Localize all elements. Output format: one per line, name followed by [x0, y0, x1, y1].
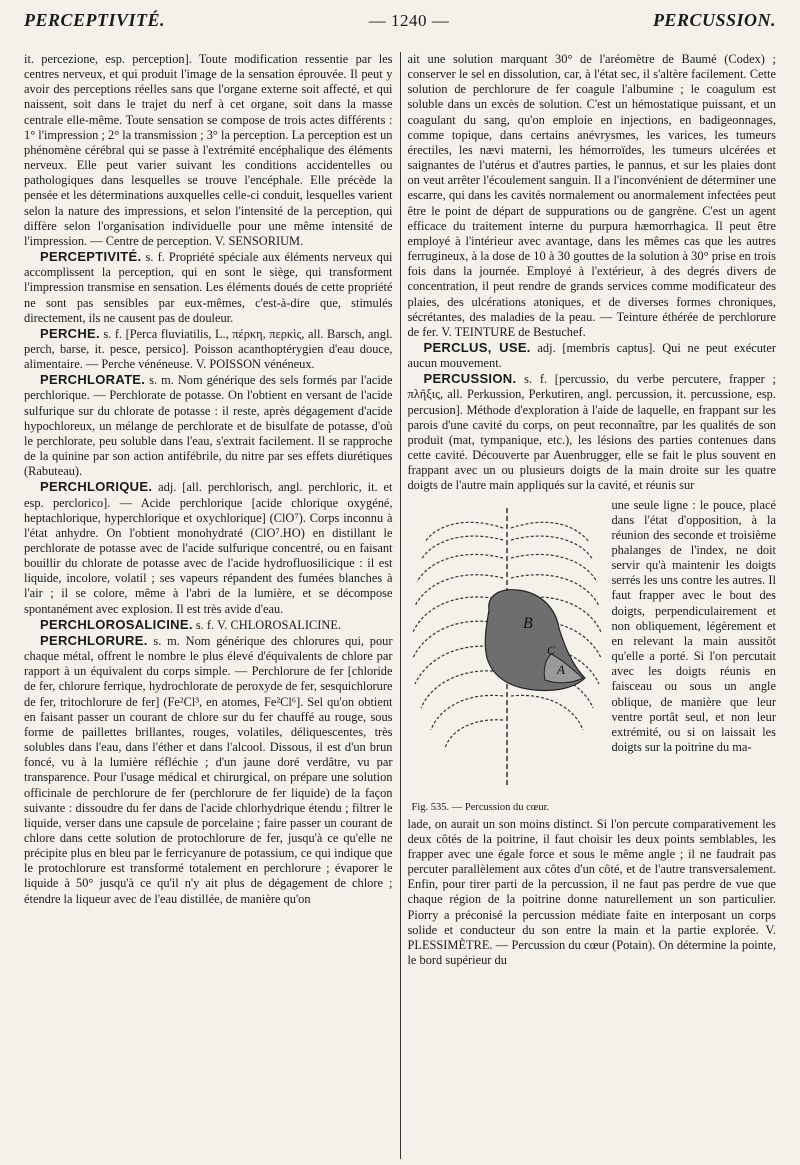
- headword: PERCHLOROSALICINE.: [40, 616, 193, 632]
- entry-perception-continued: it. percezione, esp. perception]. Toute modification ressentie par les centres nerveux, et qui produit l'image de la sensation éprouvée. Il peut y avoir des perceptions réelles sans que l'organe externe soit affecté, et qui naissent, soit dans le trajet du nerf à cet organe, soit dans la masse centrale elle-même. Toute sensation se compose de trois actes différents : 1° l'impression ; 2° la transmission ; 3° la perception. La perception est un phénomène cérébral qui se passe à l'extrémité encéphalique des éléments nerveux. Elle peut varier suivant les conditions accidentelles ou pathologiques dans lesquelles se trouve l'encéphale. Elle précède la pensée et les déterminations auxquelles celle-ci conduit, lesquelles varient selon la nature des impressions, et selon l'intensité de la perception, qui diffère selon l'organisation individuelle pour une même intensité de l'impression. — Centre de perception. V. SENSORIUM.: [24, 52, 393, 248]
- entry-perchlorure-continued: ait une solution marquant 30° de l'aréomètre de Baumé (Codex) ; conserver le sel en dissolution, car, à l'état sec, il s'altère facilement. Cette solution de perchlorure de fer coagule l'albumine ; le coagulum est soluble dans un excès de solution. C'est un hémostatique puissant, et un coagulant du sang, qu'on emploie en injections, en badigeonnages, comme topique, dans certains anévrysmes, les varices, les tumeurs érectiles, les nævi materni, les hémorroïdes, les tumeurs ulcérées et saignantes de l'utérus et d'autres parties, le pannus, et sur les plaies dont on veut arrêter l'écoulement sanguin. Il a l'inconvénient de déterminer une escarre, qui dans les cavités normalement ou anormalement infectées peut être le point de départ de suppurations ou de gangrène. C'est un agent efficace du traitement interne du purpura hæmorrhagica. Il peut être employé à l'intérieur avec avantage, dans les mêmes cas que les autres ferrugineux, à la dose de 10 à 30 gouttes de la solution à 30° prise en trois fois dans la journée. Employé à l'extérieur, à des degrés divers de concentration, il peut rendre de grands services comme modificateur des plaies, des ulcérations atoniques, et de diverses formes chroniques, sécrétantes, des maladies de la peau. — Teinture éthérée de perchlorure de fer. V. TEINTURE de Bestuchef.: [407, 52, 776, 339]
- running-header: [24, 10, 776, 40]
- figure-label-a: A: [557, 661, 566, 677]
- headword: PERCHLORATE.: [40, 372, 146, 388]
- definition: s. f. Propriété spéciale aux éléments nerveux qui accomplissent la perception, qui en sont le siège, qui transforment l'impression transmise en sensation. Les éléments doués de cette propriété ne sont pas sensibles par eux-mêmes, c'est-à-dire que, stimulés directement, ils ne causent pas de douleur.: [24, 250, 393, 325]
- headword: PERCHLORIQUE.: [40, 479, 153, 495]
- headword: PERCLUS, USE.: [423, 339, 531, 355]
- header-right-word: PERCUSSION.: [652, 10, 776, 30]
- definition: s. m. Nom générique des sels formés par l'acide perchlorique. — Perchlorate de potasse. On l'obtient en versant de l'acide sulfurique sur du chlorate de potasse : il reste, après dégagement d'acide hypochloreux, un mélange de perchlorate et de bisulfate de potasse, d'où le perchlorate, peu soluble dans l'eau, s'extrait facilement. Il se rapproche de la quinine par son action antifébrile, du nitre par ses effets diurétiques (Rabuteau).: [24, 373, 393, 479]
- column-divider: [400, 52, 401, 1159]
- entry-perchlorure: [24, 633, 393, 907]
- headword: PERCEPTIVITÉ.: [40, 249, 142, 265]
- left-column: [24, 52, 393, 1159]
- heart-percussion-illustration: [407, 498, 607, 798]
- figure-block: [407, 498, 776, 815]
- entry-percussion-continued: lade, on aurait un son moins distinct. Si l'on percute comparativement les deux côtés de la poitrine, il faut choisir les deux points semblables, les frapper avec une égale force et sous le même angle ; il ne faudrait pas percuter parallèlement aux côtes d'un côté, et de l'autre transversalement. Enfin, pour tirer parti de la percussion, il ne faut pas perdre de vue que chaque région de la poitrine donne naturellement un son particulier. Piorry a préconisé la percussion médiate faite en interposant un corps solide et conducteur du son entre la main et la partie explorée. V. PLESSIMÈTRE. — Percussion du cœur (Potain). On détermine la pointe, le bord supérieur du: [407, 816, 776, 968]
- definition: s. m. Nom générique des chlorures qui, pour chaque métal, offrent le nombre le plus élevé d'équivalents de chlore par rapport à un équivalent du corps simple. — Perchlorure de fer [chloride de fer, chlorure ferrique, hydrochlorate de peroxyde de fer, sesquichlorure de fer, tritochlorure de fer] (Fe²Cl³, en atomes, Fe²Cl⁶]. Sel qu'on obtient en faisant passer un courant de chlore sur du fer chauffé au rouge, sous forme de paillettes brillantes, rouges, volatiles, déliquescentes, très solubles dans l'eau, dans l'éther et dans l'alcool. Dissous, il est d'un brun foncé, vu à la lumière réfléchie ; d'un jaune doré verdâtre, vu par transparence. Pour l'usage médical et chirurgical, on prépare une solution officinale de perchlorure de fer (perchlorure de fer liquide) de la façon suivante : dissoudre du fer dans de l'acide chlorhydrique étendu ; filtrer le liquide, verser dans une capsule de porcelaine ; faire passer un courant de chlore dans cette solution de protochlorure de fer, jusqu'à ce qu'elle ne précipite plus en bleu par le ferricyanure de potassium, ce qui indique que le protochlorure est transformé totalement en perchlorure ; évaporer le liquide à 50° jusqu'à ce qu'il n'y ait plus de dégagement de chlore ; étendre la liqueur avec de l'eau distillée, de manière qu'on: [24, 633, 393, 906]
- entry-perclus: [407, 340, 776, 371]
- entry-perchlorique: [24, 479, 393, 616]
- figure-535: [407, 498, 607, 815]
- entry-percussion: [407, 371, 776, 493]
- right-column: [407, 52, 776, 1159]
- definition: s. f. [Perca fluviatilis, L., πέρκη, περκὶς, all. Barsch, angl. perch, barse, it. pesce, persico]. Poisson acanthoptérygien d'eau douce, alimentaire. — Perche vénéneuse. V. POISSON vénéneux.: [24, 326, 393, 372]
- headword: PERCHLORURE.: [40, 632, 148, 648]
- entry-perche: [24, 326, 393, 372]
- header-left-word: PERCEPTIVITÉ.: [24, 10, 166, 30]
- headword: PERCHE.: [40, 325, 100, 341]
- figure-label-c: C: [547, 642, 556, 657]
- two-column-body: [24, 52, 776, 1159]
- definition: adj. [all. perchlorisch, angl. perchloric, it. et esp. perclorico]. — Acide perchlorique [acide chlorique oxygéné, heptachlorique, hyperchlorique et oxychlorique] (ClO⁷). Corps inconnu à l'état anhydre. On l'obtient monohydraté (ClO⁷.HO) en distillant le perchlorate de potasse avec de l'acide sulfurique concentré, ou en faisant bouillir du chlorate de potasse avec de l'acide hydrofluosilicique : il est liquide, incolore, volatil ; ses vapeurs répandent des fumées blanches à l'air ; il se colore, même à l'abri de la lumière, et se décompose spontanément avec explosion. Il est très avide d'eau.: [24, 480, 393, 616]
- page-number: — 1240 —: [368, 11, 450, 30]
- entry-perceptivite: [24, 249, 393, 326]
- figure-caption: Fig. 535. — Percussion du cœur.: [411, 801, 550, 813]
- figure-label-b: B: [523, 614, 534, 632]
- definition: s. f. [percussio, du verbe percutere, frapper ; πλῆξις, all. Perkussion, Perkutiren, angl. percussion, it. percussione, esp. percusion]. Méthode d'exploration à l'aide de laquelle, en frappant sur les parois d'une cavité du corps, on peut reconnaître, par les qualités de son produit (mat, tympanique, etc.), les lésions des parties contenues dans cette cavité. Découverte par Auenbrugger, elle se fait le plus souvent en frappant avec un ou plusieurs doigts de la main droite sur les quatre doigts de l'autre main appliqués sur la cavité, et réunis sur: [407, 372, 776, 493]
- entry-perchlorate: [24, 372, 393, 479]
- definition: s. f. V. CHLOROSALICINE.: [192, 617, 341, 632]
- headword: PERCUSSION.: [423, 371, 517, 387]
- definition: adj. [membris captus]. Qui ne peut exécuter aucun mouvement.: [407, 340, 776, 371]
- text-beside-figure: une seule ligne : le pouce, placé dans l'état d'opposition, à la réunion des seconde et troisième phalanges de l'index, ne doit servir qu'à maintenir les doigts serrés les uns contre les autres. Il faut frapper avec le bout des doigts, perpendiculairement et non obliquement, légèrement et en relevant la main aussitôt qu'elle a porté. Si l'on percutait avec les doigts réunis en faisceau ou sous un angle oblique, de manière que leur ventre portât seul, et non leur extrémité, ou si on laissait les doigts sur la poitrine du ma-: [611, 497, 776, 755]
- entry-perchlorosalicine: [24, 617, 393, 633]
